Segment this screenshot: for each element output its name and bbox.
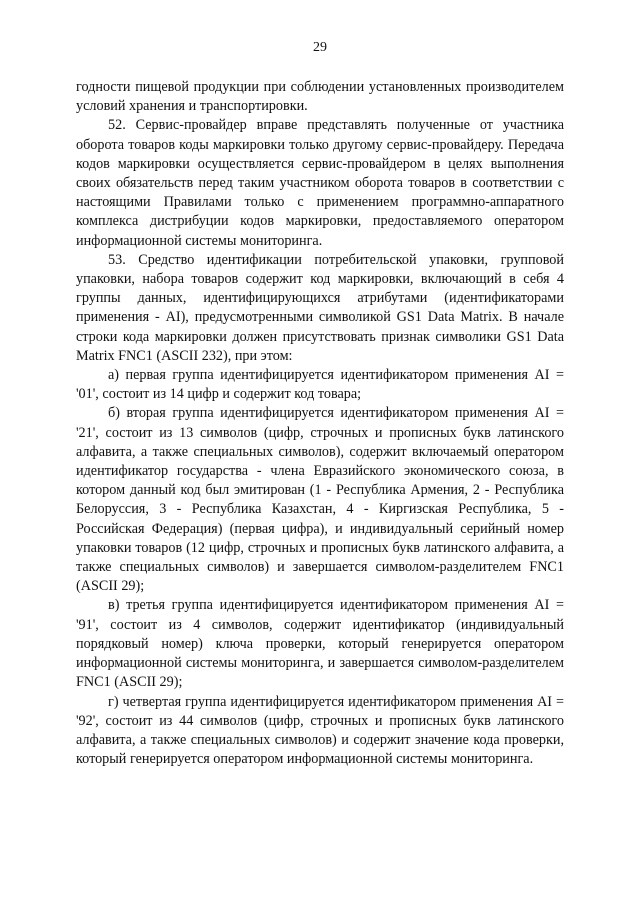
paragraph-continuation: годности пищевой продукции при соблюдении установленных производителем условий хранения и транспортировки. [76,79,564,115]
document-body [76,78,564,769]
paragraph-item-53: 53. Средство идентификации потребительской упаковки, групповой упаковки, набора товаров содержит код маркировки, включающий в себя 4 группы данных, идентифицирующихся атрибутами (идентификаторами применения - AI), предусмотренными символикой GS1 Data Matrix. В начале строки кода маркировки должен присутствовать признак символики GS1 Data Matrix FNC1 (ASCII 232), при этом: [76,251,564,364]
paragraph-item-53-v: в) третья группа идентифицируется идентификатором применения AI = '91', состоит из 4 символов, содержит идентификатор (индивидуальный порядковый номер) ключа проверки, который генерируется оператором информационной системы мониторинга, и завершается символом-разделителем FNC1 (ASCII 29); [76,597,564,691]
paragraph-item-53-a: а) первая группа идентифицируется идентификатором применения AI = '01', состоит из 14 цифр и содержит код товара; [76,367,564,403]
page-number: 29 [313,40,327,55]
paragraph-item-53-b: б) вторая группа идентифицируется идентификатором применения AI = '21', состоит из 13 символов (цифр, строчных и прописных букв латинского алфавита, а также специальных символов), содержит включаемый оператором идентификатор государства - члена Евразийского экономического союза, в котором данный код был эмитирован (1 - Республика Армения, 2 - Республика Белоруссия, 3 - Республика Казахстан, 4 - Киргизская Республика, 5 - Российская Федерация) (первая цифра), и индивидуальный серийный номер упаковки товаров (12 цифр, строчных и прописных букв латинского алфавита, а также специальных символов) и завершается символом-разделителем FNC1 (ASCII 29); [76,405,564,595]
paragraph-item-53-g: г) четвертая группа идентифицируется идентификатором применения AI = '92', состоит из 44 символов (цифр, строчных и прописных букв латинского алфавита, а также специальных символов) и содержит значение кода проверки, который генерируется оператором информационной системы мониторинга. [76,693,564,768]
paragraph-item-52: 52. Сервис-провайдер вправе представлять полученные от участника оборота товаров коды маркировки только другому сервис-провайдеру. Передача кодов маркировки осуществляется сервис-провайдером в целях выполнения своих обязательств перед таким участником оборота товаров в соответствии с настоящими Правилами только с применением программно-аппаратного комплекса дистрибуции кодов маркировки, предоставляемого оператором информационной системы мониторинга. [76,117,564,249]
